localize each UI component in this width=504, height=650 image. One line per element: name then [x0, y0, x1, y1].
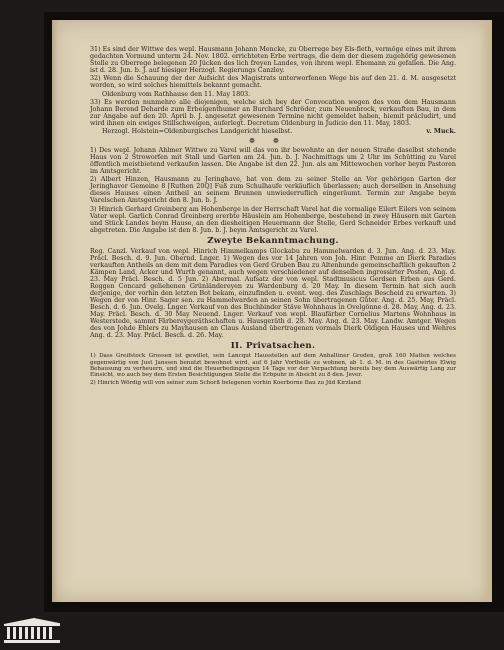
archive-logo	[0, 616, 60, 646]
notice-varel-2: 2) Albert Hinzen, Hausmann zu Jeringhave, hat von dem zu seiner Stelle an Vor gehörigen Garten der Jeringhaver Gemeine 8 [Ruthen 20Q] Fuß zum Schulhaufe verkäuflich überlassen; auch derselben in Ansehung dieses Hauses einen Antheil an seinem Brunnen unwiederruflich eingeräumt. Termin zur Angabe beym Varelschen Amtsgericht den 8. Jun. b. J.	[90, 176, 456, 205]
notice-varel-1: 1) Des wepl. Johann Ahlmer Wittwe zu Varel will das von ihr bewohnte an der neuen Straße daselbst stehende Haus von 2 Stroworfen mit Stall und Garten am 24. Jun. b. J. Nachmittags um 2 Uhr im Schütting zu Varel öffentlich meistbietend verkaufen lassen. Die Angabe ist den 22. Jun. als am Mittewochen vorher beym Pastoren im Amtsgericht.	[90, 146, 456, 176]
ornament-divider: ❁❁	[249, 136, 297, 145]
document-page	[52, 20, 492, 602]
notice-32: 32) Wenn die Schauung der der Aufsicht des Magistrats unterworfenen Wege bis auf den 21. d. M. ausgesetzt worden, so wird solches hiemittels bekannt gemacht.	[90, 75, 456, 90]
page-edge	[480, 20, 492, 602]
private-notice-2: 2) Hinrich Wördig will von seiner zum Schorß belegenen vorhin Koerborne Bau zu Jüd Kirzland	[90, 379, 361, 386]
notice-33: 33) Es werden nunmehro alle diejenigen, welche sich bey der Convocation wegen des vom dem Hausmann Johann Berend Deharde zum Erbeigenthumer an Burchard Schröder, zum Neuenbrock, verkauften Bau, in dem zur Angabe auf den 20. April b. J. angesetzt gewesenen Termine nicht gemeldet haben, hiemit präcludirt, und wird ihnen ein ewiges Stillschweigen, auferlegt. Decretum Oldenburg in Judicio den 11. May, 1803.	[90, 98, 456, 128]
notice-32-dateline: Oldenburg vom Rathhause den 11. May 1803.	[102, 90, 251, 98]
notice-second-announcement: Reg. Canzl. Verkauf von wepl. Hinrich Himmelkamps Glockabu zu Hammelwarden d. 3. Jun. Ang. d. 23. May. Präcl. Besch. d. 9. Jun. Obernd. Lnger. 1) Wegen des vor 14 Jahren von Joh. Hinr. Pemme an Dierk Paradies verkauften Antheils an dem mit dem Paradies von Gerd Gruben Bau zu Altenhunde gemeinschaftlich gekauften 2 Kämpen Land, Acker und Wurth genannt, auch wegen verschiedener auf denselben ingrossirter Posten, Ang. d. 23. May Präcl. Besch. d. 5 Jun. 2) Abermal. Aufsatz der von wepl. Stadtmusicus Gerdsen Erben aus Gerd. Roggen Concard geliehenen Grünländereyen zu Wardenburg d. 20 May. In diesem Termin hat sich auch derjenige, der vorhin den letzten Bot bekam, einzufinden u. event. weg. des Zuschlags Bescheid zu erwarten. 3) Wegen der von Hinr. Sager sen. zu Hammelwarden an seinen Sohn übertragenen Güter. Ang. d. 25. May, Präcl. Besch. d. 6. Jun. Ovelg. Lnger. Verkauf von des Buchbinder Stäve Wohnhaus in Ovelgönne d. 28. May, Ang. d. 23. May. Präcl. Besch. d. 30 May Neuend. Lnger. Verkauf von wepl. Blaufärber Cornelius Martens Wohnhaus in Westerstede, sammt Färbereygeräthschaften u. Hausgeräth d. 28. May. Ang. d. 23. May. Landw. Amtger. Wegen des von Johde Ehlers zu Mayhausen an Claus Ausland übertragenen vormals Dierk Oldigen Hauses und Wehres Ang. d. 23. May. Präcl. Besch. d. 26. May.	[90, 247, 456, 340]
signature: v. Muck.	[426, 128, 456, 136]
section-heading-zweyte: Zweyte Bekanntmachung.	[207, 235, 339, 246]
notice-33-signature-row	[90, 128, 456, 135]
library-building-icon	[0, 616, 60, 646]
notice-31: 31) Es sind der Wittwe des wepl. Hausmann Johann Mencke, zu Oberrege bey Els-fleth, vermöge eines mit ihrem gedachten Vormund unterm 24. Nov. 1802. errichteten Erbe vertrags, die dem der diesem zugehörig gewesenen Stelle zu Oberrege belegenen 20 Jücken des lich freyen Landes, von ihrem wepl. Ehemann zu gefallen. Die Ang. ist d. 28. Jun. b. J. auf hiesiger Herzogl. Regierungs Canzley.	[90, 46, 456, 75]
private-notice-1: 1) Dass Greifstock Grossen ist gewillet, sein Lancqut Hausstellen auf dem Anhaltiner Groden, groß 160 Matten welches gegenwärtig von Just Janssen benutzt bewohnet wird, auf 6 Jahr Vortheile zu wohnen, ab 1. d. M. in des Gastwirtes Elwig Behausung zu verheuern, und sind die Heuerbedingungen 14 Tage vor der Verpachtung bereits bey dem Auswärtig Lang zur Einsicht, wo auch bey dem Ersten Besichtigungen Stelle die Erbpuhr in Absicht zu 8 den. Jever.	[90, 353, 456, 379]
notice-varel-3: 3) Hinrich Gerhard Greinberg am Hohenberge in der Herrschaft Varel hat die vormalige Eilert Eilers von seinem Vater wepl. Garlich Conrad Greinberg ererbte Häuslein am Hohenberge, bestehend in zwey Häusern mit Garten und Stück Landes beym Hause, an den diesheitigen Heuermann der Stelle, Gerd Schneider Erbes verkauft und abgetreten. Die Angabe ist den 8. Jun. b. J. beym Amtsgericht zu Varel.	[90, 205, 456, 234]
section-heading-privatsachen: II. Privatsachen.	[230, 341, 316, 352]
document-body	[90, 46, 456, 387]
court-name: Herzogl. Holstein=Oldenburgisches Landgericht hieselbst.	[102, 128, 293, 136]
